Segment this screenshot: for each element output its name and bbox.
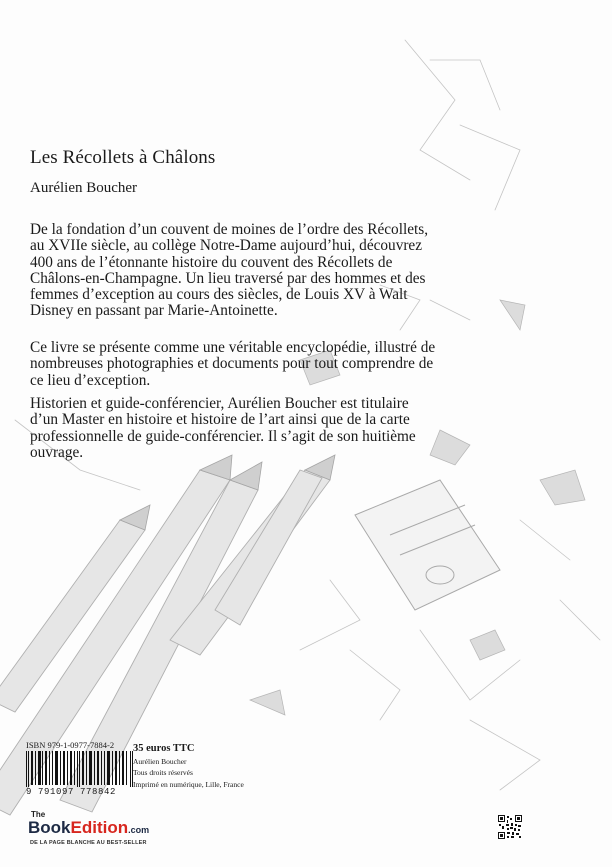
barcode-number: 9 791097 778842 xyxy=(26,787,117,797)
description-paragraph: De la fondation d’un couvent de moines de l’ordre des Récollets, au XVIIe siècle, au collège Notre-Dame aujourd’hui, découvrez 400 ans de l’étonnante histoire du couvent des Récollets de Châlons-en-Champagne. Un lieu traversé par des hommes et des femmes d’exception au cours des siècles, de Louis XV à Walt Disney en passant par Marie-Antoinette. xyxy=(30,221,429,320)
description-paragraph: Historien et guide-conférencier, Aurélien Boucher est titulaire d’un Master en histoire et histoire de l’art ainsi que de la carte professionnelle de guide-conférencier. Il s’agit de son huitième ouvrage. xyxy=(30,395,416,461)
barcode-image xyxy=(26,751,134,787)
logo-the-text: The xyxy=(31,810,46,819)
imprint-author: Aurélien Boucher xyxy=(133,757,187,766)
logo-book-text: Book xyxy=(28,818,71,837)
logo-wordmark xyxy=(28,818,149,838)
logo-tagline: DE LA PAGE BLANCHE AU BEST-SELLER xyxy=(30,840,147,846)
logo-domain-text: .com xyxy=(128,825,150,835)
qr-code-image xyxy=(498,815,522,839)
logo-edition-text: Edition xyxy=(70,818,129,837)
imprint-printing: Imprimé en numérique, Lille, France xyxy=(133,780,244,789)
imprint-rights: Tous droits réservés xyxy=(133,768,193,777)
bookedition-logo xyxy=(28,810,178,852)
book-title: Les Récollets à Châlons xyxy=(30,147,216,168)
book-author: Aurélien Boucher xyxy=(30,180,138,196)
price-label: 35 euros TTC xyxy=(133,743,195,754)
isbn-label: ISBN 979-1-0977-7884-2 xyxy=(26,740,115,750)
description-paragraph: Ce livre se présente comme une véritable encyclopédie, illustré de nombreuses photographies et documents pour tout comprendre de ce lieu d’exception. xyxy=(30,339,436,389)
